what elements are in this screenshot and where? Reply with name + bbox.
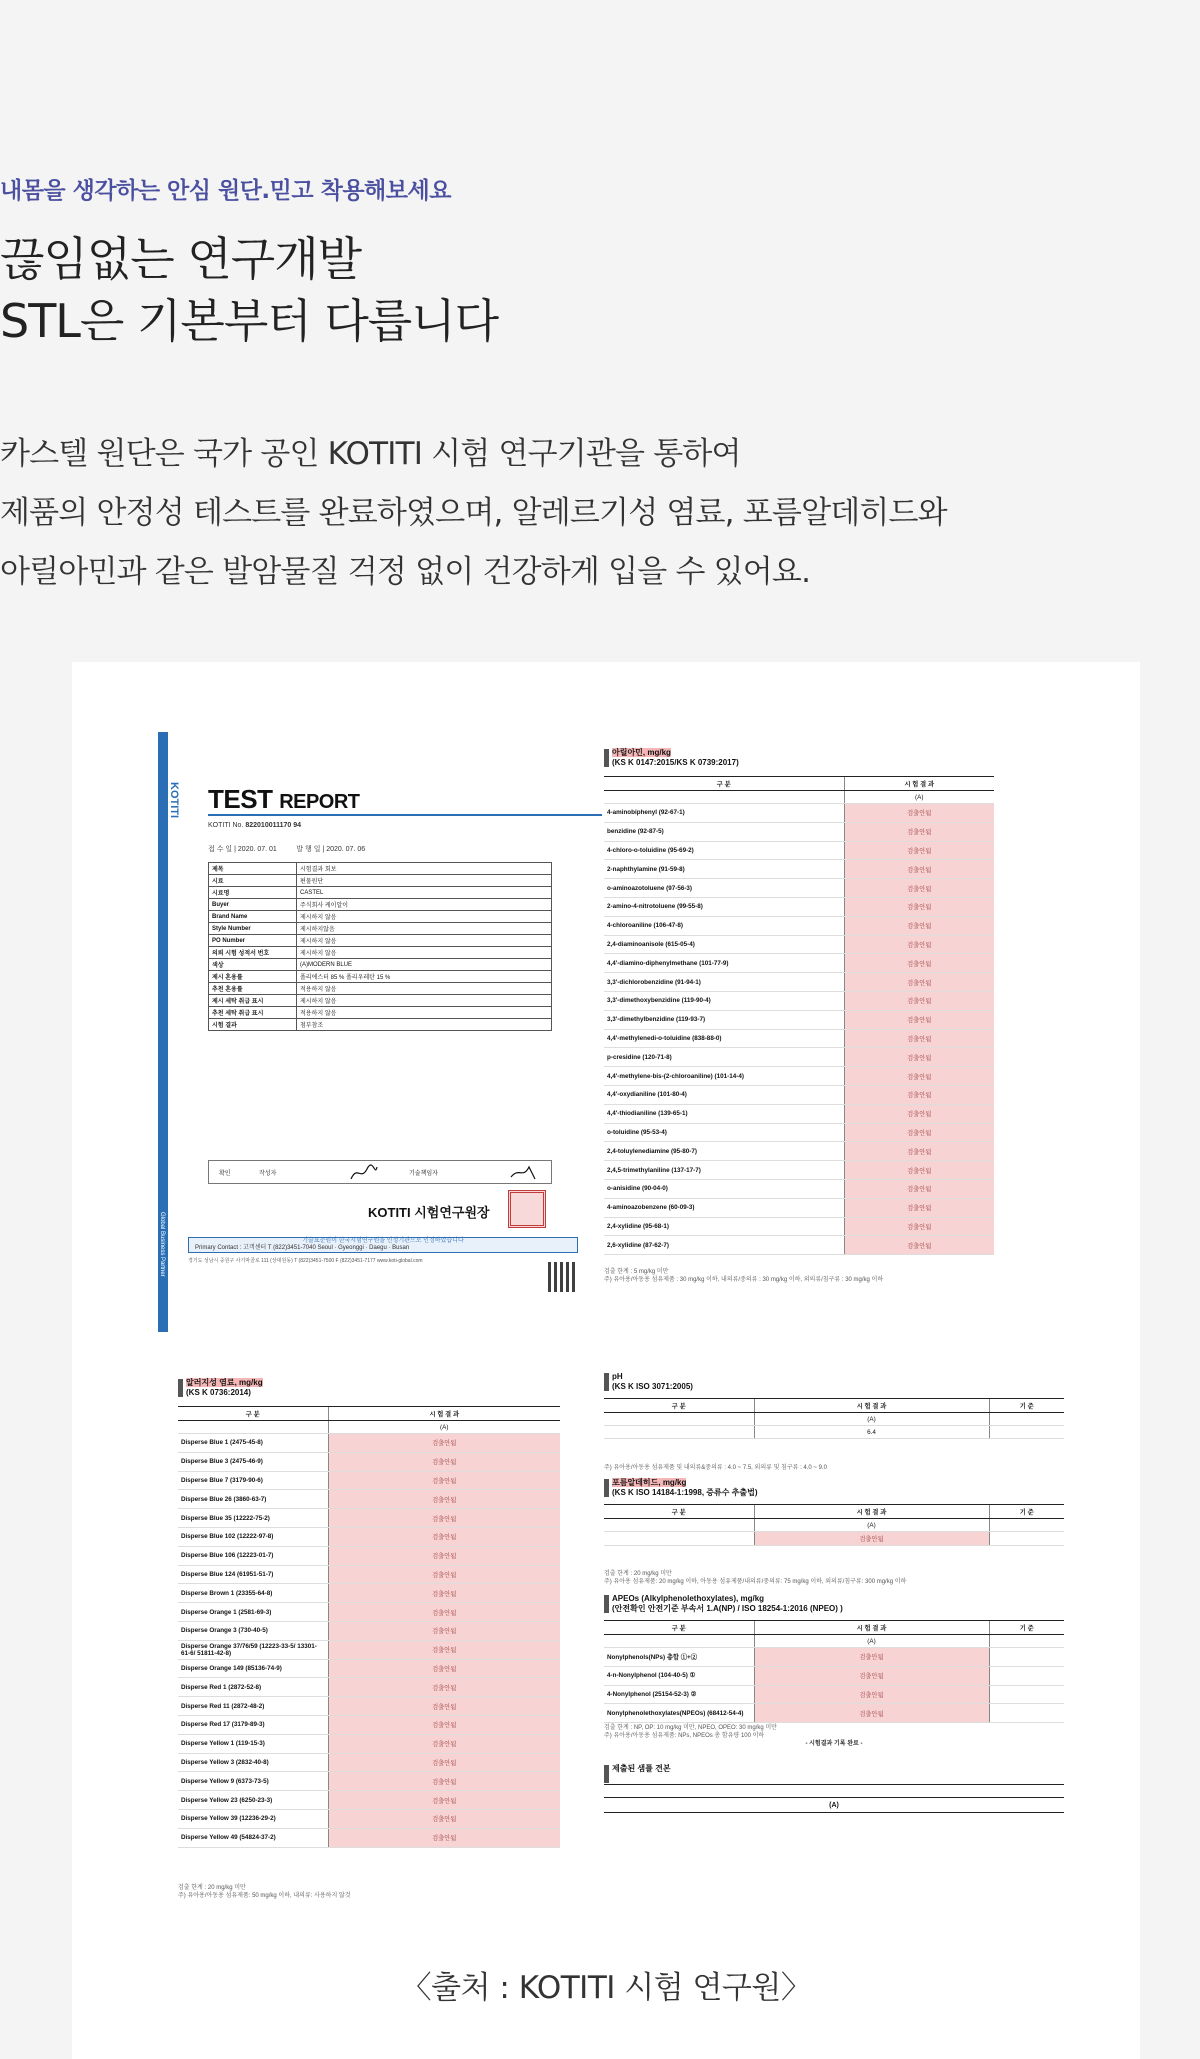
table-row: [604, 916, 994, 935]
row-result: 검출안됨: [844, 1179, 994, 1198]
row-result: 검출안됨: [844, 1104, 994, 1123]
report-info-table: [208, 862, 552, 1031]
source-caption: 〈출처 : KOTITI 시험 연구원〉: [400, 1970, 812, 2006]
info-key: 시료: [209, 875, 297, 887]
row-name: Disperse Blue 26 (3860-63-7): [178, 1490, 328, 1509]
row-name: 4-aminoazobenzene (60-09-3): [604, 1198, 844, 1217]
info-key: Style Number: [209, 923, 297, 935]
row-name: Disperse Yellow 49 (54824-37-2): [178, 1828, 328, 1847]
side-note: Global Business Partner: [159, 1212, 165, 1277]
table-row: [178, 1565, 560, 1584]
tagline: 내몸을 생각하는 안심 원단.믿고 착용해보세요: [0, 178, 451, 204]
row-name: Disperse Orange 3 (730-40-5): [178, 1621, 328, 1640]
title-line-2: STL은 기본부터 다릅니다: [0, 294, 499, 348]
row-result: 검출안됨: [844, 1123, 994, 1142]
arylamine-standard: (KS K 0147:2015/KS K 0739:2017): [612, 758, 739, 767]
apeo-standard: (안전확인 안전기준 부속서 1.A(NP) / ISO 18254-1:2016 (NPEO) ): [612, 1604, 843, 1613]
row-name: Disperse Yellow 23 (6250-23-3): [178, 1791, 328, 1810]
report-info-row: [209, 935, 552, 947]
table-row: [178, 1603, 560, 1622]
info-key: PO Number: [209, 935, 297, 947]
row-result: 검출안됨: [754, 1648, 989, 1667]
row-name: 4-n-Nonylphenol (104-40-5) ①: [604, 1666, 754, 1685]
col-item: 구 분: [178, 1407, 328, 1421]
table-row: [178, 1471, 560, 1490]
dye-standard: (KS K 0736:2014): [186, 1388, 251, 1397]
row-result: 검출안됨: [328, 1490, 560, 1509]
description-line-1: 카스텔 원단은 국가 공인 KOTITI 시험 연구기관을 통하여: [0, 436, 741, 472]
dye-limit: 검출 한계 : 20 mg/kg 미만: [178, 1885, 246, 1891]
ph-table: [604, 1398, 1064, 1439]
test-report-cover: [158, 732, 630, 1332]
report-title-report: REPORT: [279, 791, 360, 813]
table-row: [604, 1104, 994, 1123]
row-result: 검출안됨: [328, 1697, 560, 1716]
row-result: 검출안됨: [328, 1471, 560, 1490]
row-result: 검출안됨: [328, 1791, 560, 1810]
results-end-marker: - 시험결과 기록 완료 -: [805, 1741, 863, 1747]
row-name: Disperse Blue 7 (3179-90-6): [178, 1471, 328, 1490]
formaldehyde-note: 주) 유아용 섬유제품: 20 mg/kg 이하, 아동용 섬유제품/내의류/중의류: 75 mg/kg 이하, 외의류/침구류: 300 mg/kg 이하: [604, 1579, 907, 1585]
info-key: Brand Name: [209, 911, 297, 923]
table-row: [178, 1490, 560, 1509]
row-result: 검출안됨: [844, 1161, 994, 1180]
row-name: 4,4'-thiodianiline (139-65-1): [604, 1104, 844, 1123]
row-result: 검출안됨: [844, 973, 994, 992]
info-value: 적용하지 않음: [297, 983, 552, 995]
table-row: [604, 1142, 994, 1161]
report-info-row: [209, 959, 552, 971]
official-seal-icon: [508, 1190, 546, 1228]
table-row: [604, 1067, 994, 1086]
arylamine-results: [602, 742, 1066, 1312]
ph-note: 주) 유아용/아동용 섬유제품 및 내의류&중의류 : 4.0 ~ 7.5, 외의류 및 침구류 : 4.0 ~ 9.0: [604, 1465, 827, 1471]
row-result: 검출안됨: [328, 1659, 560, 1678]
row-result: 검출안됨: [328, 1678, 560, 1697]
row-name: 4-Nonylphenol (25154-52-3) ②: [604, 1685, 754, 1704]
table-row: [178, 1659, 560, 1678]
col-result: 시 험 결 과: [754, 1399, 989, 1413]
info-value: 제시하지 않음: [297, 935, 552, 947]
row-result: 검출안됨: [328, 1565, 560, 1584]
report-info-row: [209, 1019, 552, 1031]
kotiti-logo: KOTITI: [168, 782, 180, 819]
report-info-row: [209, 911, 552, 923]
row-name: o-toluidine (95-53-4): [604, 1123, 844, 1142]
accreditation-text: 기술표준원이 한국시험연구원을 인정기관으로 인정하였습니다: [302, 1238, 464, 1244]
sample-label: (A): [754, 1413, 989, 1426]
receipt-date-label: 접 수 일: [208, 846, 233, 853]
info-value: 주식회사 케이알이: [297, 899, 552, 911]
info-value: 편물원단: [297, 875, 552, 887]
apeo-title: APEOs (Alkylphenolethoxylates), mg/kg: [612, 1594, 765, 1603]
title-rule: [208, 814, 618, 816]
row-name: Disperse Red 1 (2872-52-8): [178, 1678, 328, 1697]
row-result: 검출안됨: [844, 1198, 994, 1217]
table-row: [178, 1753, 560, 1772]
table-row: [178, 1791, 560, 1810]
row-result: 검출안됨: [844, 897, 994, 916]
table-row: [604, 1236, 994, 1255]
row-result: 검출안됨: [844, 1236, 994, 1255]
row-result: 검출안됨: [328, 1809, 560, 1828]
col-standard: 기 준: [989, 1505, 1064, 1519]
info-value: CASTEL: [297, 887, 552, 899]
row-name: 4,4'-diamino-diphenylmethane (101-77-9): [604, 954, 844, 973]
accreditation-bar: [188, 1237, 578, 1253]
row-result: 검출안됨: [328, 1509, 560, 1528]
row-result: 검출안됨: [754, 1704, 989, 1723]
col-result: 시 험 결 과: [328, 1407, 560, 1421]
contact-text: Primary Contact : 고객센터 T (822)3451-7040 Seoul · Gyeonggi · Daegu · Busan: [195, 1245, 410, 1251]
col-result: 시 험 결 과: [844, 777, 994, 791]
info-value: (A)MODERN BLUE: [297, 959, 552, 971]
row-name: Disperse Blue 106 (12223-01-7): [178, 1546, 328, 1565]
info-value: 적용하지 않음: [297, 1007, 552, 1019]
row-name: Disperse Orange 1 (2581-69-3): [178, 1603, 328, 1622]
confirm-label: 확인: [219, 1171, 231, 1177]
arylamine-title: 아릴아민, mg/kg: [612, 748, 671, 757]
row-standard: [989, 1648, 1064, 1667]
row-name: Disperse Yellow 9 (6373-73-5): [178, 1772, 328, 1791]
formaldehyde-standard: (KS K ISO 14184-1:1998, 증류수 추출법): [612, 1488, 758, 1497]
report-info-row: [209, 887, 552, 899]
writer-label: 작성자: [259, 1171, 277, 1177]
report-info-row: [209, 983, 552, 995]
col-item: 구 분: [604, 777, 844, 791]
table-row: [604, 897, 994, 916]
row-name: Disperse Brown 1 (23355-64-8): [178, 1584, 328, 1603]
table-row: [604, 1123, 994, 1142]
row-result: 검출안됨: [328, 1452, 560, 1471]
row-name: 2,4,5-trimethylaniline (137-17-7): [604, 1161, 844, 1180]
row-name: 2,4-diaminoanisole (615-05-4): [604, 935, 844, 954]
report-info-row: [209, 1007, 552, 1019]
table-row: [604, 804, 994, 823]
ph-standard: (KS K ISO 3071:2005): [612, 1382, 693, 1391]
row-name: 2,4-xylidine (95-68-1): [604, 1217, 844, 1236]
row-name: 4-chloroaniline (106-47-8): [604, 916, 844, 935]
ph-value: 6.4: [754, 1426, 989, 1439]
row-name: 2,4-toluylenediamine (95-80-7): [604, 1142, 844, 1161]
row-result: 검출안됨: [844, 841, 994, 860]
table-row: [178, 1584, 560, 1603]
dye-notes: [178, 1884, 560, 1900]
row-name: Disperse Blue 1 (2475-45-8): [178, 1434, 328, 1453]
table-row: [178, 1434, 560, 1453]
row-result: 검출안됨: [328, 1546, 560, 1565]
row-name: Disperse Blue 35 (12222-75-2): [178, 1509, 328, 1528]
arylamine-limit: 검출 한계 : 5 mg/kg 미만: [604, 1269, 669, 1275]
row-name: Disperse Yellow 1 (119-15-3): [178, 1734, 328, 1753]
info-key: 의뢰 시험 성적서 번호: [209, 947, 297, 959]
issue-date: 2020. 07. 06: [326, 846, 366, 853]
approver-label: 기술책임자: [409, 1171, 438, 1177]
row-name: o-aminoazotoluene (97-56-3): [604, 879, 844, 898]
table-row: [178, 1809, 560, 1828]
table-row: [178, 1678, 560, 1697]
row-result: 검출안됨: [844, 935, 994, 954]
sample-label: (A): [844, 791, 994, 804]
row-result: 검출안됨: [328, 1621, 560, 1640]
dye-heading: [178, 1378, 263, 1398]
col-item: 구 분: [604, 1505, 754, 1519]
row-result: 검출안됨: [754, 1666, 989, 1685]
table-row: [604, 954, 994, 973]
row-result: 검출안됨: [844, 1029, 994, 1048]
row-name: Disperse Red 17 (3179-89-3): [178, 1715, 328, 1734]
row-name: Disperse Yellow 39 (12236-29-2): [178, 1809, 328, 1828]
issue-date-label: 발 행 일: [296, 846, 321, 853]
table-row: [604, 841, 994, 860]
report-address: 경기도 성남시 중원구 사기막골로 111 (상대원동) T (822)3451-7500 F (822)3451-7177 www.koti-global.com: [188, 1258, 423, 1264]
table-row: [604, 1704, 1064, 1723]
row-name: 2,6-xylidine (87-62-7): [604, 1236, 844, 1255]
table-row: [604, 1010, 994, 1029]
info-key: 제시 혼용률: [209, 971, 297, 983]
report-info-row: [209, 995, 552, 1007]
info-value: 폴리에스터 85 % 폴리우레탄 15 %: [297, 971, 552, 983]
formaldehyde-result: 검출안됨: [754, 1532, 989, 1546]
signature-icon: [349, 1163, 379, 1183]
report-dates: 접 수 일 | 2020. 07. 01 발 행 일 | 2020. 07. 06: [208, 846, 366, 853]
row-result: 검출안됨: [844, 1085, 994, 1104]
row-result: 검출안됨: [328, 1753, 560, 1772]
row-name: Disperse Yellow 3 (2832-40-8): [178, 1753, 328, 1772]
row-result: 검출안됨: [844, 860, 994, 879]
info-key: 제목: [209, 863, 297, 875]
table-row: [604, 991, 994, 1010]
col-standard: 기 준: [989, 1399, 1064, 1413]
info-key: 추천 혼용률: [209, 983, 297, 995]
table-row: [604, 822, 994, 841]
row-result: 검출안됨: [844, 804, 994, 823]
col-result: 시 험 결 과: [754, 1621, 989, 1635]
submitted-sample-label: (A): [604, 1802, 1064, 1813]
row-name: 4-chloro-o-toluidine (95-69-2): [604, 841, 844, 860]
row-result: 검출안됨: [328, 1434, 560, 1453]
row-result: 검출안됨: [844, 954, 994, 973]
row-name: benzidine (92-87-5): [604, 822, 844, 841]
table-row: [178, 1546, 560, 1565]
row-standard: [989, 1685, 1064, 1704]
dye-title: 알러지성 염료, mg/kg: [186, 1378, 263, 1387]
ph-heading: [604, 1372, 693, 1392]
row-name: Disperse Red 11 (2872-48-2): [178, 1697, 328, 1716]
ph-formaldehyde-apeo-results: [602, 1372, 1066, 1872]
info-value: 첨부참조: [297, 1019, 552, 1031]
row-result: 검출안됨: [328, 1772, 560, 1791]
info-value: 시험결과 회보: [297, 863, 552, 875]
info-key: 추천 세탁 취급 표시: [209, 1007, 297, 1019]
submitted-sample-heading: 제출된 샘플 견본: [604, 1764, 671, 1774]
table-row: [604, 1685, 1064, 1704]
row-result: 검출안됨: [844, 1142, 994, 1161]
row-result: 검출안됨: [328, 1715, 560, 1734]
row-result: 검출안됨: [328, 1603, 560, 1622]
info-value: 제시하지않음: [297, 923, 552, 935]
row-name: 3,3'-dichlorobenzidine (91-94-1): [604, 973, 844, 992]
title-line-1: 끊임없는 연구개발: [0, 232, 362, 286]
report-no-label: KOTITI No.: [208, 822, 244, 829]
info-value: 제시하지 않음: [297, 911, 552, 923]
report-title-test: TEST: [208, 784, 273, 814]
row-standard: [989, 1666, 1064, 1685]
row-name: Disperse Blue 3 (2475-46-9): [178, 1452, 328, 1471]
table-row: [178, 1527, 560, 1546]
row-result: 검출안됨: [328, 1828, 560, 1847]
row-name: 2-amino-4-nitrotoluene (99-55-8): [604, 897, 844, 916]
arylamine-note: 주) 유아용/아동용 섬유제품 : 30 mg/kg 이하, 내의류/중의류 : 30 mg/kg 이하, 외의류/침구류 : 30 mg/kg 이하: [604, 1277, 884, 1283]
table-row: [604, 1179, 994, 1198]
apeo-heading: [604, 1594, 843, 1614]
section-title: [0, 228, 1200, 352]
dye-note: 주) 유아용/아동용 섬유제품: 50 mg/kg 이하, 내의류: 사용하지 않것: [178, 1893, 351, 1899]
arylamine-heading: [604, 748, 739, 768]
signature-row: [208, 1160, 552, 1184]
apeo-note: 주) 유아용/아동용 섬유제품: NPs, NPEOs 총 함유량 100 이하: [604, 1733, 765, 1739]
report-info-row: [209, 875, 552, 887]
row-name: Disperse Blue 102 (12222-97-8): [178, 1527, 328, 1546]
sample-label: (A): [328, 1421, 560, 1434]
allergenic-dye-results: [176, 1372, 636, 1952]
certificate-panel: [72, 662, 1140, 2059]
row-result: 검출안됨: [844, 1217, 994, 1236]
report-title: [208, 784, 360, 815]
row-result: 검출안됨: [844, 879, 994, 898]
row-name: Nonylphenolethoxylates(NPEOs) (68412-54-4): [604, 1704, 754, 1723]
sample-label: (A): [754, 1519, 989, 1532]
row-name: Nonylphenols(NPs) 총합 ①+②: [604, 1648, 754, 1667]
row-result: 검출안됨: [328, 1640, 560, 1659]
col-item: 구 분: [604, 1399, 754, 1413]
table-row: [178, 1734, 560, 1753]
report-info-row: [209, 971, 552, 983]
row-result: 검출안됨: [844, 991, 994, 1010]
table-row: [604, 1161, 994, 1180]
arylamine-notes: [604, 1268, 994, 1284]
report-no-value: 822010011170 94: [245, 822, 302, 829]
report-info-row: [209, 947, 552, 959]
row-name: 4,4'-methylenedi-o-toluidine (838-88-0): [604, 1029, 844, 1048]
row-name: Disperse Blue 124 (61951-51-7): [178, 1565, 328, 1584]
table-row: [178, 1715, 560, 1734]
table-row: [178, 1640, 560, 1659]
info-key: 시험 결과: [209, 1019, 297, 1031]
table-row: [604, 973, 994, 992]
row-result: 검출안됨: [844, 1067, 994, 1086]
table-row: [178, 1452, 560, 1471]
qr-code-icon: [548, 1262, 578, 1292]
row-result: 검출안됨: [844, 916, 994, 935]
table-row: [178, 1621, 560, 1640]
col-standard: 기 준: [989, 1621, 1064, 1635]
report-info-row: [209, 899, 552, 911]
table-row: [604, 1666, 1064, 1685]
table-row: [178, 1697, 560, 1716]
row-name: 4,4'-methylene-bis-(2-chloroaniline) (101-14-4): [604, 1067, 844, 1086]
apeo-limit: 검출 한계 : NP, OP: 10 mg/kg 미만, NPEO, OPEO: 30 mg/kg 미만: [604, 1725, 777, 1731]
info-key: Buyer: [209, 899, 297, 911]
arylamine-table: [604, 776, 994, 1255]
description: [0, 425, 1200, 602]
table-row: [604, 1198, 994, 1217]
row-result: 검출안됨: [844, 1048, 994, 1067]
table-row: [178, 1828, 560, 1847]
table-row: [178, 1509, 560, 1528]
ph-title: pH: [612, 1372, 623, 1381]
report-info-row: [209, 923, 552, 935]
report-info-row: [209, 863, 552, 875]
table-row: [604, 1217, 994, 1236]
table-row: [604, 879, 994, 898]
info-value: 제시하지 않음: [297, 947, 552, 959]
report-number: [208, 822, 301, 829]
description-line-2: 제품의 안정성 테스트를 완료하였으며, 알레르기성 염료, 포름알데히드와: [0, 495, 947, 531]
formaldehyde-heading: [604, 1478, 758, 1498]
row-name: o-anisidine (90-04-0): [604, 1179, 844, 1198]
table-row: [604, 935, 994, 954]
info-key: 색상: [209, 959, 297, 971]
row-result: 검출안됨: [844, 822, 994, 841]
info-value: 제시하지 않음: [297, 995, 552, 1007]
row-result: 검출안됨: [328, 1734, 560, 1753]
row-standard: [989, 1704, 1064, 1723]
row-name: 3,3'-dimethoxybenzidine (119-90-4): [604, 991, 844, 1010]
table-row: [604, 1648, 1064, 1667]
row-name: Disperse Orange 37/76/59 (12223-33-5/ 13301-61-6/ 51811-42-8): [178, 1640, 328, 1659]
formaldehyde-table: [604, 1504, 1064, 1546]
dye-table: [178, 1406, 560, 1848]
description-line-3: 아릴아민과 같은 발암물질 걱정 없이 건강하게 입을 수 있어요.: [0, 554, 811, 590]
row-result: 검출안됨: [844, 1010, 994, 1029]
info-key: 제시 세탁 취급 표시: [209, 995, 297, 1007]
row-name: 4,4'-oxydianiline (101-80-4): [604, 1085, 844, 1104]
apeo-table: [604, 1620, 1064, 1723]
table-row: [604, 1029, 994, 1048]
table-row: [178, 1772, 560, 1791]
row-name: 3,3'-dimethylbenzidine (119-93-7): [604, 1010, 844, 1029]
sample-label: (A): [754, 1635, 989, 1648]
apeo-notes: [604, 1724, 1064, 1748]
row-name: Disperse Orange 149 (85136-74-9): [178, 1659, 328, 1678]
col-item: 구 분: [604, 1621, 754, 1635]
row-result: 검출안됨: [328, 1527, 560, 1546]
formaldehyde-limit: 검출 한계 : 20 mg/kg 미만: [604, 1571, 672, 1577]
table-row: [604, 1085, 994, 1104]
formaldehyde-notes: [604, 1570, 1064, 1586]
row-name: p-cresidine (120-71-8): [604, 1048, 844, 1067]
formaldehyde-title: 포름알데히드, mg/kg: [612, 1478, 687, 1487]
table-row: [604, 1048, 994, 1067]
row-name: 2-naphthylamine (91-59-8): [604, 860, 844, 879]
row-result: 검출안됨: [328, 1584, 560, 1603]
receipt-date: 2020. 07. 01: [237, 846, 277, 853]
row-name: 4-aminobiphenyl (92-67-1): [604, 804, 844, 823]
director-title: KOTITI 시험연구원장: [368, 1205, 490, 1220]
info-key: 시료명: [209, 887, 297, 899]
table-row: [604, 860, 994, 879]
col-result: 시 험 결 과: [754, 1505, 989, 1519]
row-result: 검출안됨: [754, 1685, 989, 1704]
signature-icon: [509, 1163, 539, 1183]
